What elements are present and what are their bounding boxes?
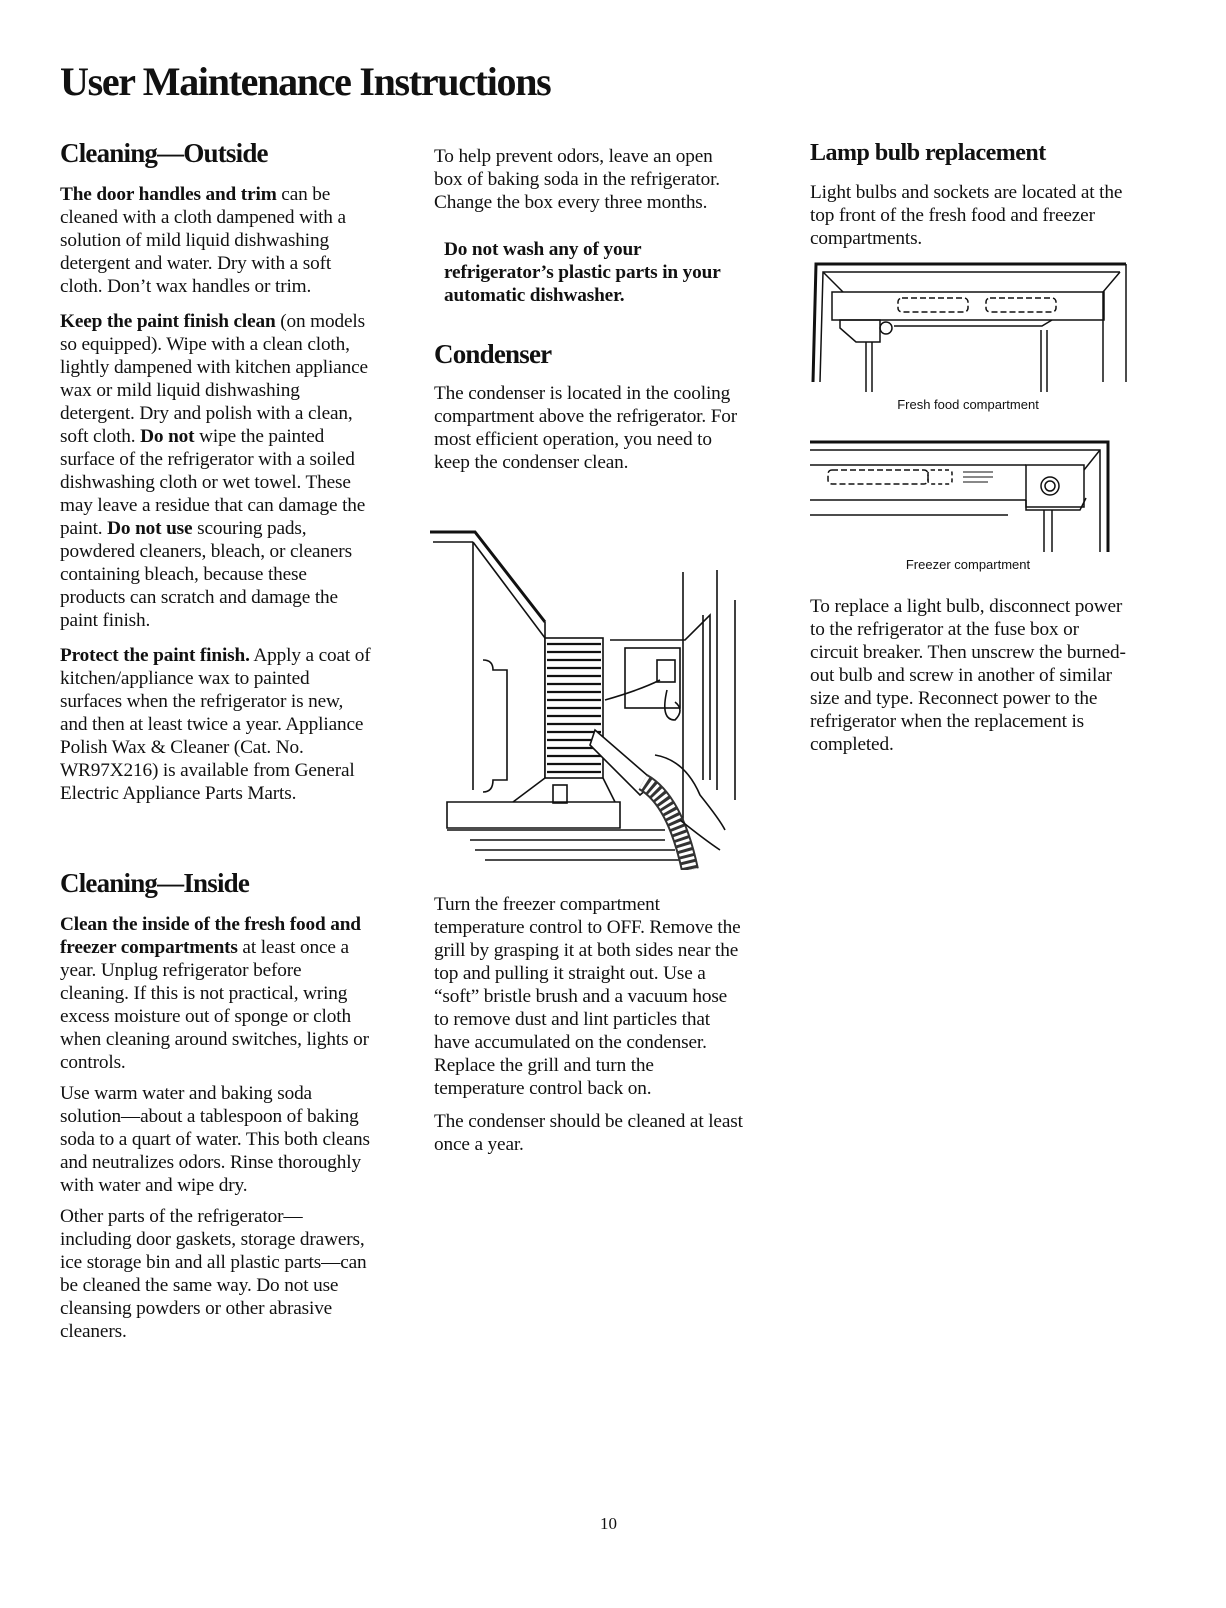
lamp-instructions [810, 595, 1130, 764]
freezer-compartment-figure [808, 440, 1128, 572]
paint-finish-lead: Keep the paint finish clean [60, 311, 276, 332]
condenser-heading: Condenser [434, 339, 552, 369]
freezer-caption: Freezer compartment [905, 557, 1031, 572]
other-parts-paragraph: Other parts of the refrigerator—including door gaskets, storage drawers, ice storage bin and all plastic parts—can be cleaned the same way. Do not use cleansing powders or other abrasive cleaners. [60, 1206, 367, 1342]
cleaning-outside-heading: Cleaning—Outside [60, 138, 268, 168]
protect-paint-lead: Protect the paint finish. [60, 645, 250, 666]
protect-paint-paragraph [60, 644, 372, 805]
condenser-steps: Turn the freezer compartment temperature control to OFF. Remove the grill by grasping it at both sides near the top and pulling it straight out. Use a “soft” bristle brush and a vacuum hose to remove dust and lint particles that have accumulated on the condenser. Replace the grill and turn the temperature control back on. [434, 894, 741, 1099]
condenser-instructions [434, 893, 744, 1164]
fresh-food-compartment-figure [808, 262, 1128, 412]
page-title: User Maintenance Instructions [60, 59, 551, 104]
condenser-intro: The condenser is located in the cooling compartment above the refrigerator. For most efficient operation, you need to keep the condenser clean. [434, 383, 738, 473]
cleaning-inside-heading: Cleaning—Inside [60, 868, 250, 898]
do-not-use-emphasis: Do not use [107, 518, 193, 539]
door-handles-paragraph [60, 183, 372, 298]
condenser-cleaning-illustration [425, 530, 755, 875]
inside-cleaning-paragraph [60, 913, 372, 1074]
paint-finish-text-3: scouring pads, powdered cleaners, bleach, or cleaners containing bleach, because these products can scratch and damage the paint finish. [60, 518, 352, 631]
do-not-wipe-emphasis: Do not [140, 426, 195, 447]
lamp-intro: Light bulbs and sockets are located at the top front of the fresh food and freezer compartments. [810, 182, 1123, 249]
cleaning-outside-section [60, 138, 372, 813]
cleaning-inside-section [60, 868, 372, 1351]
dishwasher-warning: Do not wash any of your refrigerator’s plastic parts in your automatic dishwasher. [444, 239, 721, 306]
protect-paint-text: Apply a coat of kitchen/appliance wax to painted surfaces when the refrigerator is new, and then at least twice a year. Appliance Polish Wax & Cleaner (Cat. No. WR97X216) is available from General Electric Appliance Parts Marts. [60, 645, 371, 804]
condenser-frequency: The condenser should be cleaned at least once a year. [434, 1111, 743, 1155]
lamp-replace-instructions: To replace a light bulb, disconnect power to the refrigerator at the fuse box or circuit breaker. Then unscrew the burned-out bulb and screw in another of similar size and type. Reconnect power to the refrigerator when the replacement is completed. [810, 596, 1126, 755]
lamp-heading: Lamp bulb replacement [810, 140, 1046, 166]
middle-column [434, 145, 744, 482]
lamp-replacement-section [810, 140, 1130, 258]
baking-soda-paragraph: Use warm water and baking soda solution—about a tablespoon of baking soda to a quart of water. This both cleans and neutralizes odors. Rinse thoroughly with water and wipe dry. [60, 1083, 370, 1196]
inside-cleaning-text: at least once a year. Unplug refrigerator before cleaning. If this is not practical, wring excess moisture out of sponge or cloth when cleaning around switches, lights or controls. [60, 937, 369, 1073]
odor-tip-paragraph: To help prevent odors, leave an open box of baking soda in the refrigerator. Change the box every three months. [434, 146, 720, 213]
paint-finish-text-2: wipe the painted surface of the refrigerator with a soiled dishwashing cloth or wet towel. These may leave a residue that can damage the paint. [60, 426, 366, 539]
door-handles-lead: The door handles and trim [60, 184, 277, 205]
paint-finish-text: (on models so equipped). Wipe with a clean cloth, lightly dampened with kitchen appliance wax or mild liquid dishwashing detergent. Dry and polish with a clean, soft cloth. [60, 311, 368, 447]
fresh-food-caption: Fresh food compartment [897, 397, 1039, 412]
page-number: 10 [600, 1514, 617, 1533]
door-handles-text: can be cleaned with a cloth dampened with a solution of mild liquid dishwashing detergent and water. Dry with a soft cloth. Don’t wax handles or trim. [60, 184, 346, 297]
inside-cleaning-lead: Clean the inside of the fresh food and freezer compartments [60, 914, 361, 958]
paint-finish-paragraph [60, 310, 372, 632]
